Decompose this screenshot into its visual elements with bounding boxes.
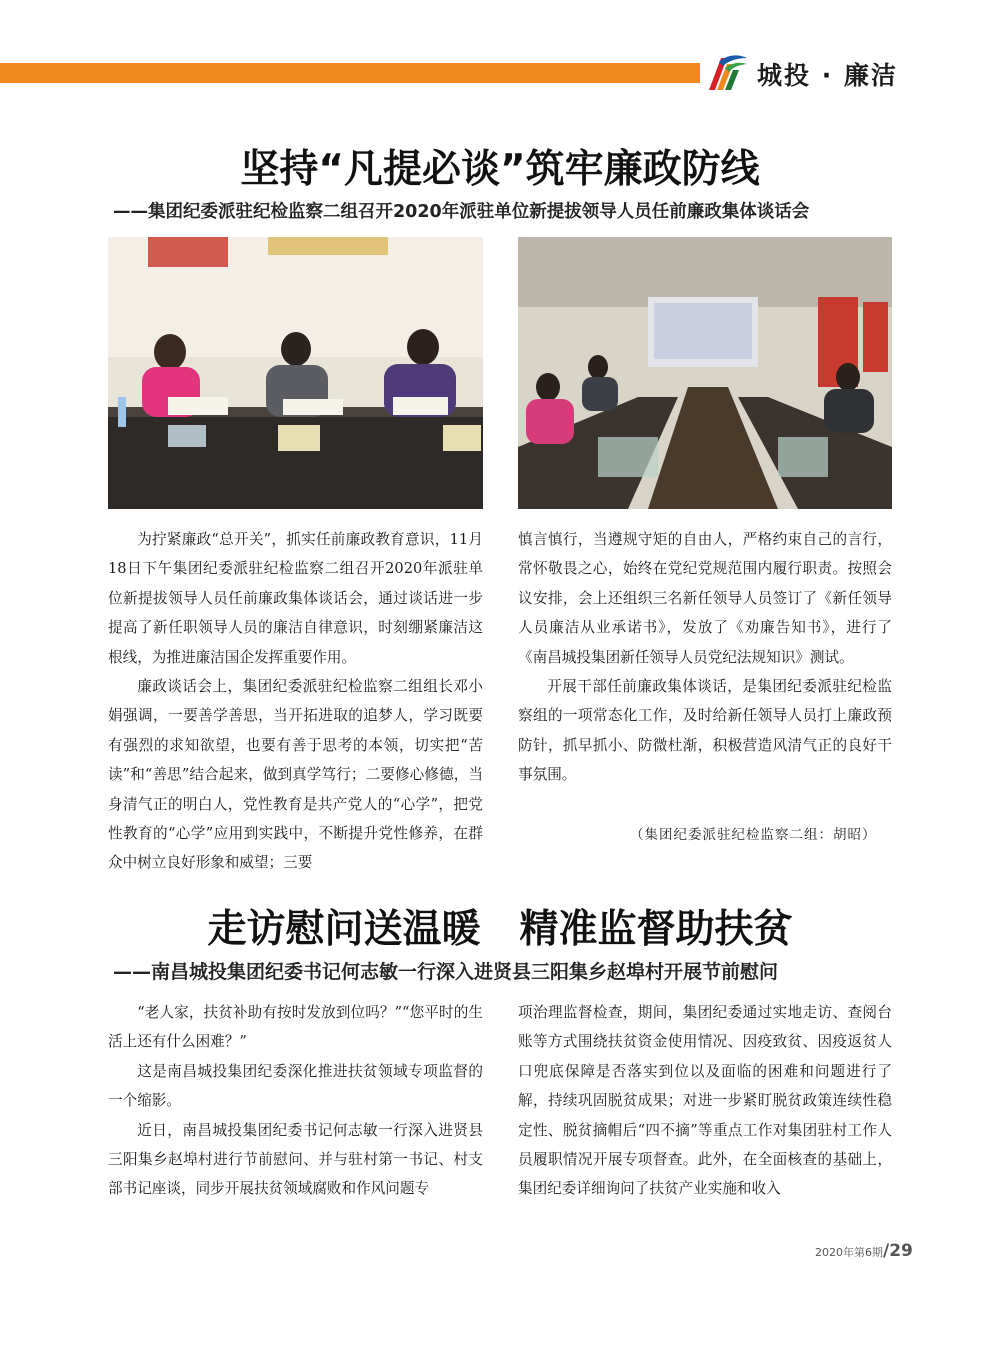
article1-right-column bbox=[518, 525, 892, 790]
article1-credit: （集团纪委派驻纪检监察二组：胡昭） bbox=[630, 827, 877, 843]
header-accent-bar bbox=[0, 63, 700, 83]
article1-photo-meeting-room bbox=[518, 237, 892, 509]
article2-left-column bbox=[108, 998, 483, 1204]
article1-subtitle: ——集团纪委派驻纪检监察二组召开2020年派驻单位新提拔领导人员任前廉政集体谈话会 bbox=[113, 202, 810, 222]
article2-left-paragraph: “老人家，扶贫补助有按时发放到位吗？”“您平时的生活上还有什么困难？” bbox=[108, 1004, 483, 1051]
page-folio bbox=[815, 1241, 913, 1261]
page-number: /29 bbox=[883, 1241, 913, 1261]
article1-right-paragraph: 开展干部任前廉政集体谈话，是集团纪委派驻纪检监察组的一项常态化工作，及时给新任领导人员打上廉政预防针，抓早抓小、防微杜渐，积极营造风清气正的良好干事氛围。 bbox=[518, 678, 892, 784]
article1-left-column bbox=[108, 525, 483, 878]
article2-left-paragraph: 近日，南昌城投集团纪委书记何志敏一行深入进贤县三阳集乡赵埠村进行节前慰问、并与驻村第一书记、村支部书记座谈，同步开展扶贫领域腐败和作风问题专 bbox=[108, 1121, 483, 1198]
article2-title: 走访慰问送温暖 精准监督助扶贫 bbox=[207, 907, 793, 952]
article1-left-paragraph: 为拧紧廉政“总开关”，抓实任前廉政教育意识，11月18日下午集团纪委派驻纪检监察二组召开2020年派驻单位新提拔领导人员任前廉政集体谈话会，通过谈话进一步提高了新任职领导人员的廉洁自律意识，时刻绷紧廉洁这根线，为推进廉洁国企发挥重要作用。 bbox=[108, 531, 483, 666]
issue-label: 2020年第6期 bbox=[815, 1246, 883, 1259]
article2-subtitle: ——南昌城投集团纪委书记何志敏一行深入进贤县三阳集乡赵埠村开展节前慰问 bbox=[113, 961, 779, 983]
article1-right-paragraph: 慎言慎行，当遵规守矩的自由人，严格约束自己的言行，常怀敬畏之心，始终在党纪党规范围内履行职责。按照会议安排，会上还组织三名新任领导人员签订了《新任领导人员廉洁从业承诺书》，发放了《劝廉告知书》，进行了《南昌城投集团新任领导人员党纪法规知识》测试。 bbox=[518, 531, 892, 666]
article1-title: 坚持“凡提必谈”筑牢廉政防线 bbox=[240, 147, 760, 192]
article1-photo-signing bbox=[108, 237, 483, 509]
company-logo-icon bbox=[705, 50, 749, 94]
article1-left-paragraph: 廉政谈话会上，集团纪委派驻纪检监察二组组长邓小娟强调，一要善学善思，当开拓进取的追梦人，学习既要有强烈的求知欲望，也要有善于思考的本领，切实把“苦读”和“善思”结合起来，做到真学笃行；二要修心修德，当身清气正的明白人，党性教育是共产党人的“心学”，把党性教育的“心学”应用到实践中，不断提升党性修养，在群众中树立良好形象和威望；三要 bbox=[108, 678, 483, 872]
article2-right-column bbox=[518, 998, 892, 1204]
section-title: 城投 · 廉洁 bbox=[757, 61, 898, 90]
article2-right-paragraph: 项治理监督检查，期间，集团纪委通过实地走访、查阅台账等方式围绕扶贫资金使用情况、因疫致贫、因疫返贫人口兜底保障是否落实到位以及面临的困难和问题进行了解，持续巩固脱贫成果；对进一步紧盯脱贫政策连续性稳定性、脱贫摘帽后“四不摘”等重点工作对集团驻村工作人员履职情况开展专项督查。此外，在全面核查的基础上，集团纪委详细询问了扶贫产业实施和收入 bbox=[518, 1004, 892, 1198]
article2-left-paragraph: 这是南昌城投集团纪委深化推进扶贫领域专项监督的一个缩影。 bbox=[108, 1062, 483, 1110]
